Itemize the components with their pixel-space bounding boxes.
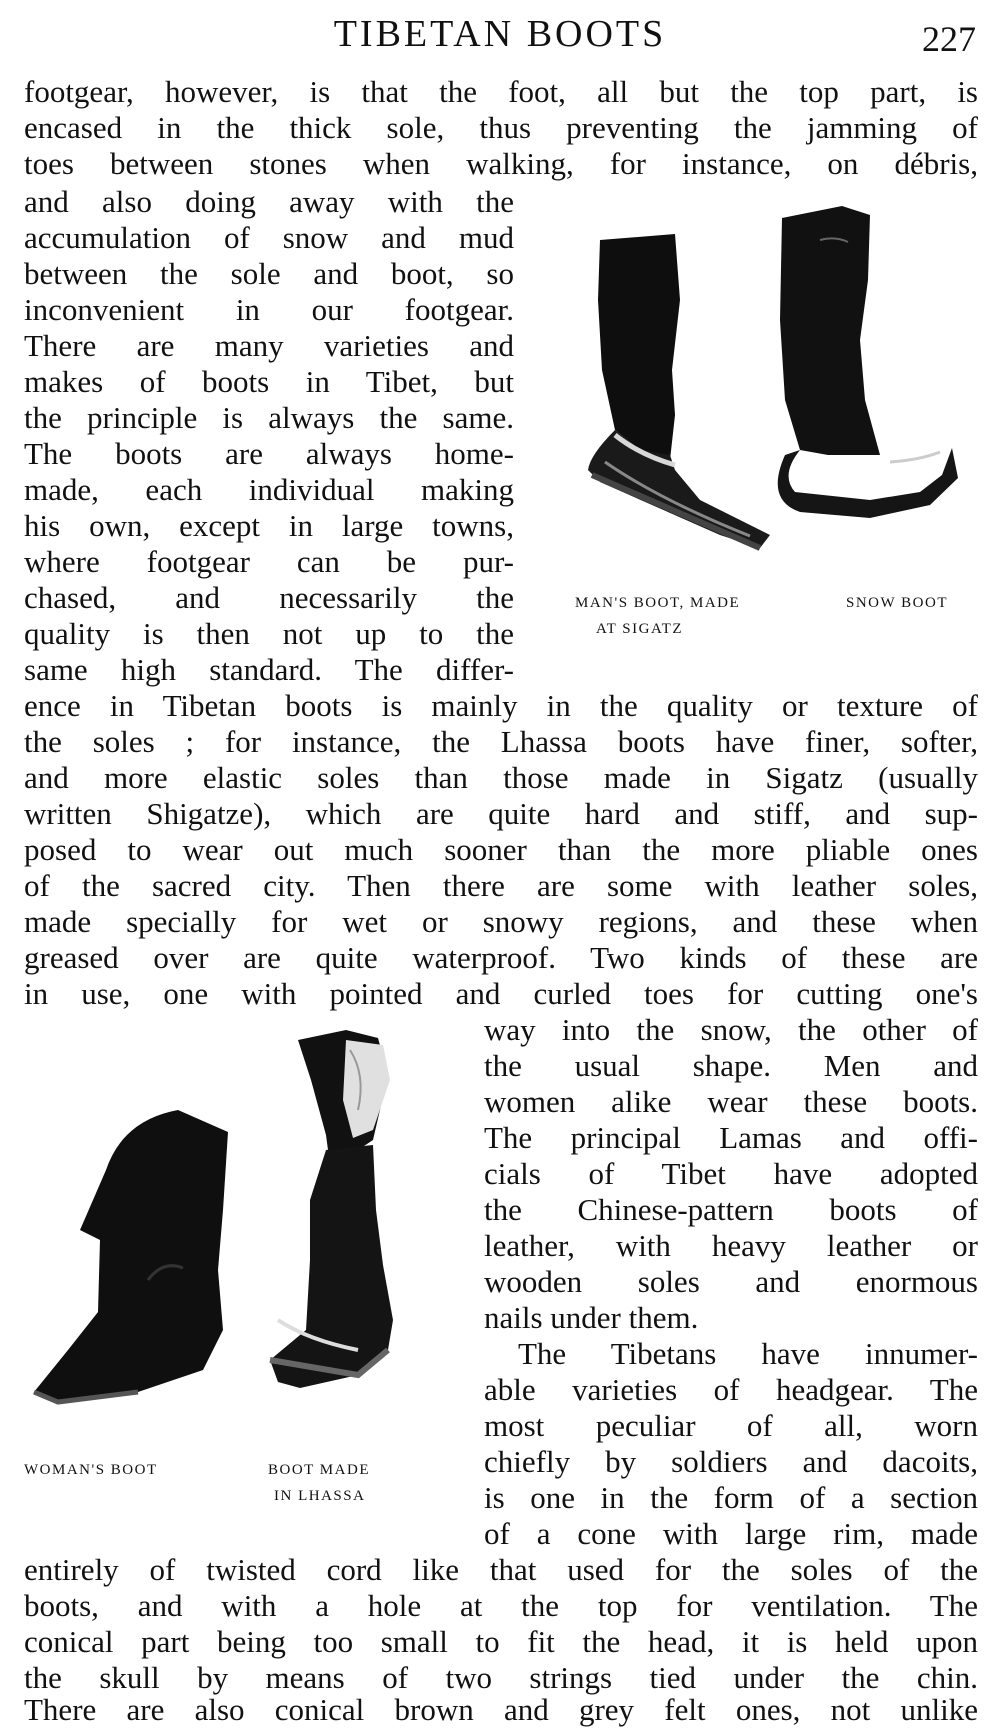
body-line: The boots are always home- — [24, 436, 514, 471]
boots-figure-bottom — [28, 1020, 448, 1440]
body-line: boots, and with a hole at the top for ventilation. The — [24, 1588, 978, 1623]
womans-boot-illustration — [34, 1110, 228, 1402]
lhassa-boot-illustration — [270, 1030, 393, 1388]
body-line: inconvenient in our footgear. — [24, 292, 514, 327]
body-line: ence in Tibetan boots is mainly in the quality or texture of — [24, 688, 978, 723]
body-line: There are also conical brown and grey felt ones, not unlike — [24, 1692, 978, 1727]
body-line: same high standard. The differ- — [24, 652, 514, 687]
body-line: encased in the thick sole, thus preventing the jamming of — [24, 110, 978, 145]
body-line: wooden soles and enormous — [484, 1264, 978, 1299]
body-line: the Chinese-pattern boots of — [484, 1192, 978, 1227]
body-line: There are many varieties and — [24, 328, 514, 363]
body-line: of the sacred city. Then there are some with leather soles, — [24, 868, 978, 903]
body-line: conical part being too small to fit the head, it is held upon — [24, 1624, 978, 1659]
boots-figure-top — [580, 200, 980, 580]
body-line: the skull by means of two strings tied under the chin. — [24, 1660, 978, 1695]
body-line: entirely of twisted cord like that used for the soles of the — [24, 1552, 978, 1587]
body-line: where footgear can be pur- — [24, 544, 514, 579]
body-line: his own, except in large towns, — [24, 508, 514, 543]
page-header — [0, 12, 1000, 60]
running-title: TIBETAN BOOTS — [333, 13, 667, 55]
body-line: made specially for wet or snowy regions, and these when — [24, 904, 978, 939]
body-line: in use, one with pointed and curled toes for cutting one's — [24, 976, 978, 1011]
body-line: nails under them. — [484, 1300, 699, 1335]
body-line: leather, with heavy leather or — [484, 1228, 978, 1263]
body-line: able varieties of headgear. The — [484, 1372, 978, 1407]
body-line: The Tibetans have innumer- — [518, 1336, 978, 1371]
body-line: is one in the form of a section — [484, 1480, 978, 1515]
body-line: makes of boots in Tibet, but — [24, 364, 514, 399]
body-line: of a cone with large rim, made — [484, 1516, 978, 1551]
caption-womans-boot: WOMAN'S BOOT — [24, 1462, 158, 1478]
body-line: accumulation of snow and mud — [24, 220, 514, 255]
caption-mans-boot-line2: AT SIGATZ — [596, 621, 683, 637]
body-line: women alike wear these boots. — [484, 1084, 978, 1119]
body-line: chiefly by soldiers and dacoits, — [484, 1444, 978, 1479]
body-line: and also doing away with the — [24, 184, 514, 219]
body-line: chased, and necessarily the — [24, 580, 514, 615]
body-line: quality is then not up to the — [24, 616, 514, 651]
caption-snow-boot: SNOW BOOT — [846, 595, 948, 611]
body-line: cials of Tibet have adopted — [484, 1156, 978, 1191]
body-line: and more elastic soles than those made in Sigatz (usually — [24, 760, 978, 795]
caption-lhassa-boot-line2: IN LHASSA — [274, 1488, 366, 1504]
body-line: toes between stones when walking, for instance, on débris, — [24, 146, 978, 181]
body-line: most peculiar of all, worn — [484, 1408, 978, 1443]
caption-mans-boot-line1: MAN'S BOOT, MADE — [575, 595, 741, 611]
page-number: 227 — [922, 19, 976, 59]
mans-boot-illustration — [588, 234, 770, 548]
body-line: way into the snow, the other of — [484, 1012, 978, 1047]
body-line: the usual shape. Men and — [484, 1048, 978, 1083]
body-line: greased over are quite waterproof. Two kinds of these are — [24, 940, 978, 975]
body-line: posed to wear out much sooner than the more pliable ones — [24, 832, 978, 867]
caption-lhassa-boot-line1: BOOT MADE — [268, 1462, 370, 1478]
body-line: The principal Lamas and offi- — [484, 1120, 978, 1155]
body-line: footgear, however, is that the foot, all but the top part, is — [24, 74, 978, 109]
snow-boot-illustration — [778, 206, 958, 518]
body-line: the soles ; for instance, the Lhassa boots have finer, softer, — [24, 724, 978, 759]
body-line: made, each individual making — [24, 472, 514, 507]
body-line: written Shigatze), which are quite hard and stiff, and sup- — [24, 796, 978, 831]
body-line: the principle is always the same. — [24, 400, 514, 435]
body-line: between the sole and boot, so — [24, 256, 514, 291]
